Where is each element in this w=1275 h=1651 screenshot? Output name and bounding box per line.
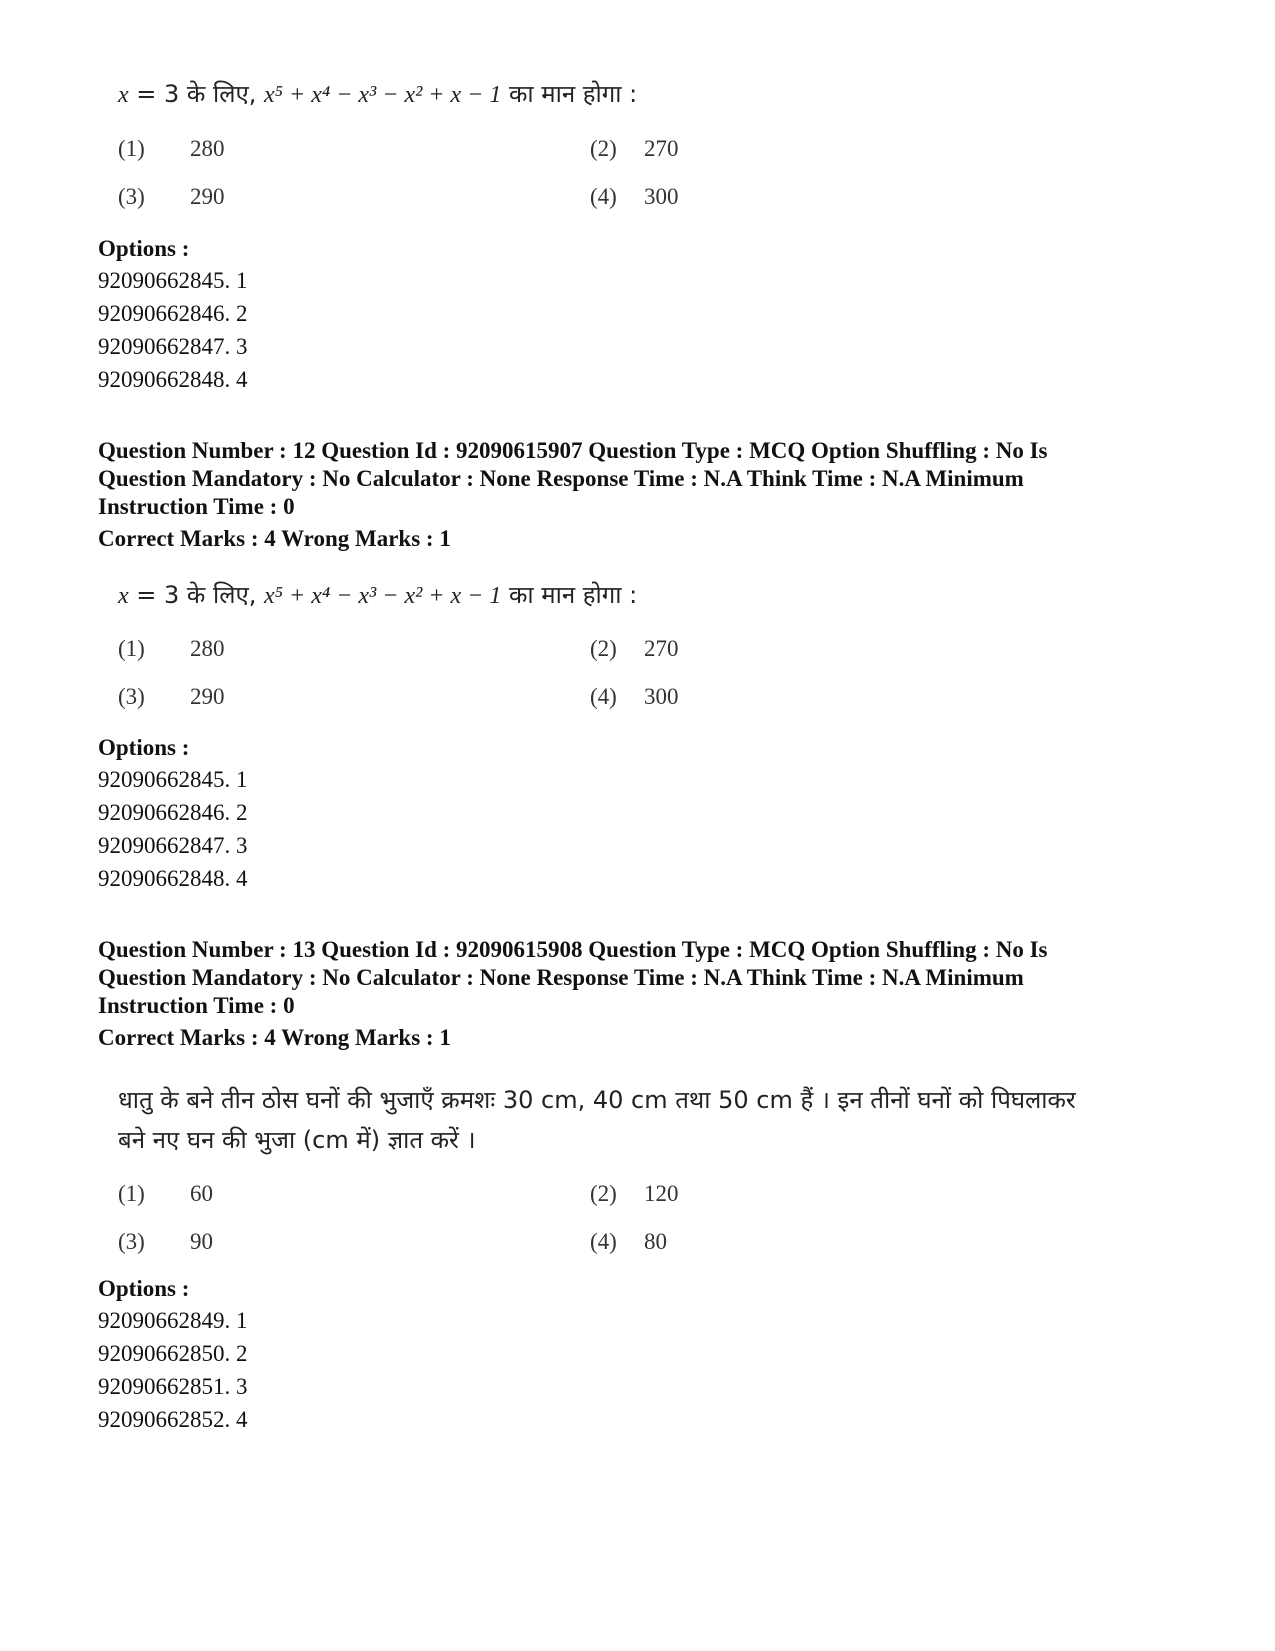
choice-num: (1) (118, 1181, 145, 1206)
option-line: 92090662847. 3 (98, 833, 248, 858)
options-title: Options : (98, 1276, 190, 1301)
meta-line: Question Number : 12 Question Id : 92090615907 Question Type : MCQ Option Shuffling : No Is (98, 438, 1048, 463)
choice-value: 60 (190, 1181, 213, 1206)
question-meta (98, 437, 1188, 521)
choice-value: 300 (644, 184, 679, 209)
choice-value: 80 (644, 1229, 667, 1254)
math-expression: x⁵ + x⁴ − x³ − x² + x − 1 (264, 583, 502, 609)
option-line: 92090662848. 4 (98, 367, 248, 392)
choice-value: 290 (190, 184, 225, 209)
option-line: 92090662851. 3 (98, 1374, 248, 1399)
choice-1 (118, 1181, 213, 1207)
choice-2 (590, 636, 679, 662)
choice-num: (3) (118, 684, 145, 709)
option-line: 92090662846. 2 (98, 800, 248, 825)
question-tail: का मान होगा : (501, 581, 638, 609)
option-line: 92090662850. 2 (98, 1341, 248, 1366)
option-line: 92090662845. 1 (98, 268, 248, 293)
choice-value: 270 (644, 136, 679, 161)
choice-1 (118, 636, 225, 662)
choice-value: 90 (190, 1229, 213, 1254)
marks-line: Correct Marks : 4 Wrong Marks : 1 (98, 526, 451, 551)
choice-value: 120 (644, 1181, 679, 1206)
choice-num: (2) (590, 136, 617, 161)
option-line: 92090662847. 3 (98, 334, 248, 359)
question-text (118, 74, 637, 115)
options-title: Options : (98, 735, 190, 760)
choice-num: (1) (118, 136, 145, 161)
option-line: 92090662848. 4 (98, 866, 248, 891)
options-title: Options : (98, 236, 190, 261)
marks-line: Correct Marks : 4 Wrong Marks : 1 (98, 1025, 451, 1050)
choice-2 (590, 136, 679, 162)
choice-num: (4) (590, 684, 617, 709)
question-image-block1 (118, 74, 637, 115)
choice-num: (4) (590, 184, 617, 209)
choice-2 (590, 1181, 679, 1207)
choice-num: (2) (590, 636, 617, 661)
math-expression: x⁵ + x⁴ − x³ − x² + x − 1 (264, 82, 502, 108)
math-variable: x (118, 583, 129, 609)
meta-line: Instruction Time : 0 (98, 494, 295, 519)
choice-value: 290 (190, 684, 225, 709)
option-line: 92090662849. 1 (98, 1308, 248, 1333)
choice-4 (590, 1229, 667, 1255)
meta-line: Question Mandatory : No Calculator : None Response Time : N.A Think Time : N.A Minimum (98, 466, 1024, 491)
choice-4 (590, 684, 679, 710)
question-eq: = 3 के लिए, (128, 80, 265, 108)
question-image-q13 (118, 1080, 1118, 1160)
choice-1 (118, 136, 225, 162)
question-image-q12 (118, 575, 637, 616)
question-meta (98, 936, 1188, 1020)
choice-value: 270 (644, 636, 679, 661)
question-text (118, 575, 637, 616)
choice-value: 300 (644, 684, 679, 709)
meta-line: Question Number : 13 Question Id : 92090615908 Question Type : MCQ Option Shuffling : No Is (98, 937, 1048, 962)
choice-num: (4) (590, 1229, 617, 1254)
meta-line: Instruction Time : 0 (98, 993, 295, 1018)
choice-num: (2) (590, 1181, 617, 1206)
question-tail: का मान होगा : (501, 80, 638, 108)
choice-num: (3) (118, 184, 145, 209)
option-line: 92090662852. 4 (98, 1407, 248, 1432)
option-line: 92090662846. 2 (98, 301, 248, 326)
option-line: 92090662845. 1 (98, 767, 248, 792)
choice-value: 280 (190, 636, 225, 661)
choice-value: 280 (190, 136, 225, 161)
choice-3 (118, 684, 225, 710)
question-line: बने नए घन की भुजा (cm में) ज्ञात करें । (118, 1126, 476, 1154)
math-variable: x (118, 82, 129, 108)
question-line: धातु के बने तीन ठोस घनों की भुजाएँ क्रमशः 30 cm, 40 cm तथा 50 cm हैं । इन तीनों घनों को पिघलाकर (118, 1086, 1076, 1114)
choice-num: (1) (118, 636, 145, 661)
question-text (118, 1080, 1118, 1160)
choice-num: (3) (118, 1229, 145, 1254)
choice-3 (118, 184, 225, 210)
meta-line: Question Mandatory : No Calculator : None Response Time : N.A Think Time : N.A Minimum (98, 965, 1024, 990)
choice-3 (118, 1229, 213, 1255)
choice-4 (590, 184, 679, 210)
question-eq: = 3 के लिए, (128, 581, 265, 609)
